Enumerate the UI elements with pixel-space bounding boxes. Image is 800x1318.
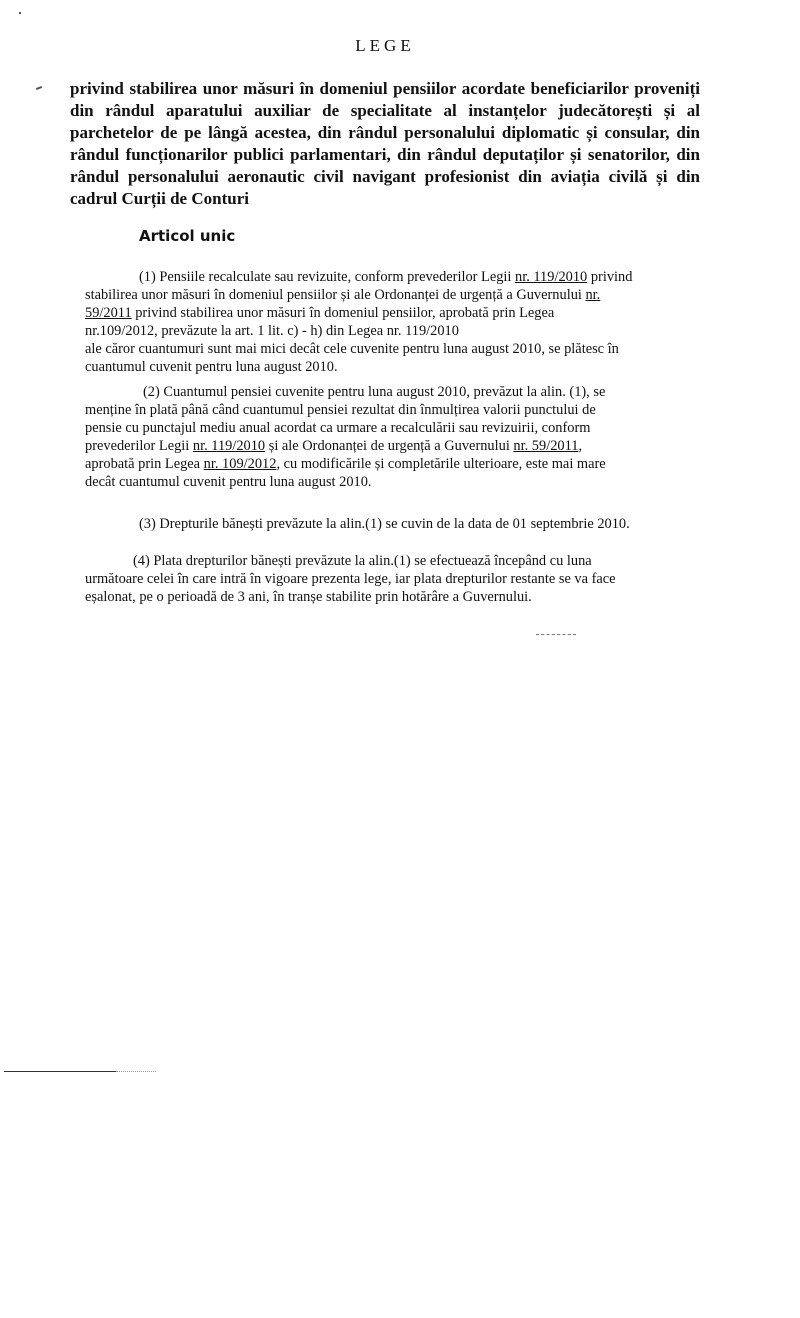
paragraph-1	[85, 268, 670, 376]
text-run: privind	[587, 269, 633, 285]
scan-speck	[19, 12, 21, 14]
paragraph-3	[85, 515, 670, 533]
text-run: (1) Pensiile recalculate sau revizuite, conform prevederilor Legii	[139, 269, 515, 285]
paragraph-line: (3) Drepturile bănești prevăzute la alin.(1) se cuvin de la data de 01 septembrie 2010.	[139, 516, 630, 532]
law-reference: nr. 59/2011	[513, 438, 579, 454]
paragraph-4	[85, 552, 670, 606]
paragraph-line: nr.109/2012, prevăzute la art. 1 lit. c) - h) din Legea nr. 119/2010	[85, 323, 459, 339]
scan-mark	[536, 634, 576, 635]
paragraph-line: menține în plată până când cuantumul pensiei rezultat din înmulțirea valorii punctului de	[85, 402, 596, 418]
paragraph-line: ale căror cuantumuri sunt mai mici decât cele cuvenite pentru luna august 2010, se plătesc în	[85, 341, 619, 357]
law-reference: 59/2011	[85, 305, 132, 321]
paragraph-line	[85, 455, 670, 473]
paragraph-line	[85, 286, 670, 304]
law-reference: nr. 109/2012	[203, 456, 277, 472]
paragraph-line: (2) Cuantumul pensiei cuvenite pentru luna august 2010, prevăzut la alin. (1), se	[143, 384, 606, 400]
law-reference: nr.	[585, 287, 601, 303]
text-run: aprobată prin Legea	[85, 456, 204, 472]
footnote-separator	[4, 1071, 116, 1072]
law-reference: nr. 119/2010	[515, 269, 588, 285]
paragraph-line: (4) Plata drepturilor bănești prevăzute la alin.(1) se efectuează începând cu luna	[133, 553, 592, 569]
law-subject: privind stabilirea unor măsuri în domeniul pensiilor acordate beneficiarilor proveniți din rândul aparatului auxiliar de specialitate al instanțelor judecătorești și al parchetelor de pe lângă acestea, din rândul personalului diplomatic și consular, din rândul funcționarilor publici parlamentari, din rândul deputaților și senatorilor, din rândul personalului aeronautic civil navigant profesionist din aviația civilă și din cadrul Curții de Conturi	[70, 79, 700, 208]
paragraph-line: următoare celei în care intră în vigoare prezenta lege, iar plata drepturilor restante se va face	[85, 571, 616, 587]
text-run: , cu modificările și completările ulterioare, este mai mare	[276, 456, 606, 472]
text-run: privind stabilirea unor măsuri în domeniul pensiilor, aprobată prin Legea	[131, 305, 555, 321]
text-run: și ale Ordonanței de urgență a Guvernului	[265, 438, 514, 454]
paragraph-line: eșalonat, pe o perioadă de 3 ani, în tranșe stabilite prin hotărâre a Guvernului.	[85, 589, 532, 605]
scan-speck	[36, 86, 42, 90]
paragraph-2	[85, 383, 670, 491]
footnote-separator-tail	[116, 1071, 156, 1072]
text-run: ,	[578, 438, 583, 454]
paragraph-line: pensie cu punctajul mediu anual acordat ca urmare a recalculării sau revizuirii, conform	[85, 420, 591, 436]
paragraph-line	[85, 304, 670, 322]
paragraph-line: cuantumul cuvenit pentru luna august 2010.	[85, 359, 338, 375]
document-title: LEGE	[355, 36, 415, 55]
paragraph-line	[85, 437, 670, 455]
text-run: stabilirea unor măsuri în domeniul pensiilor și ale Ordonanței de urgență a Guvernului	[85, 287, 586, 303]
text-run: prevederilor Legii	[85, 438, 193, 454]
paragraph-line: decât cuantumul cuvenit pentru luna august 2010.	[85, 474, 372, 490]
law-reference: nr. 119/2010	[192, 438, 266, 454]
article-heading: Articol unic	[139, 227, 236, 245]
paragraph-line	[85, 268, 670, 286]
